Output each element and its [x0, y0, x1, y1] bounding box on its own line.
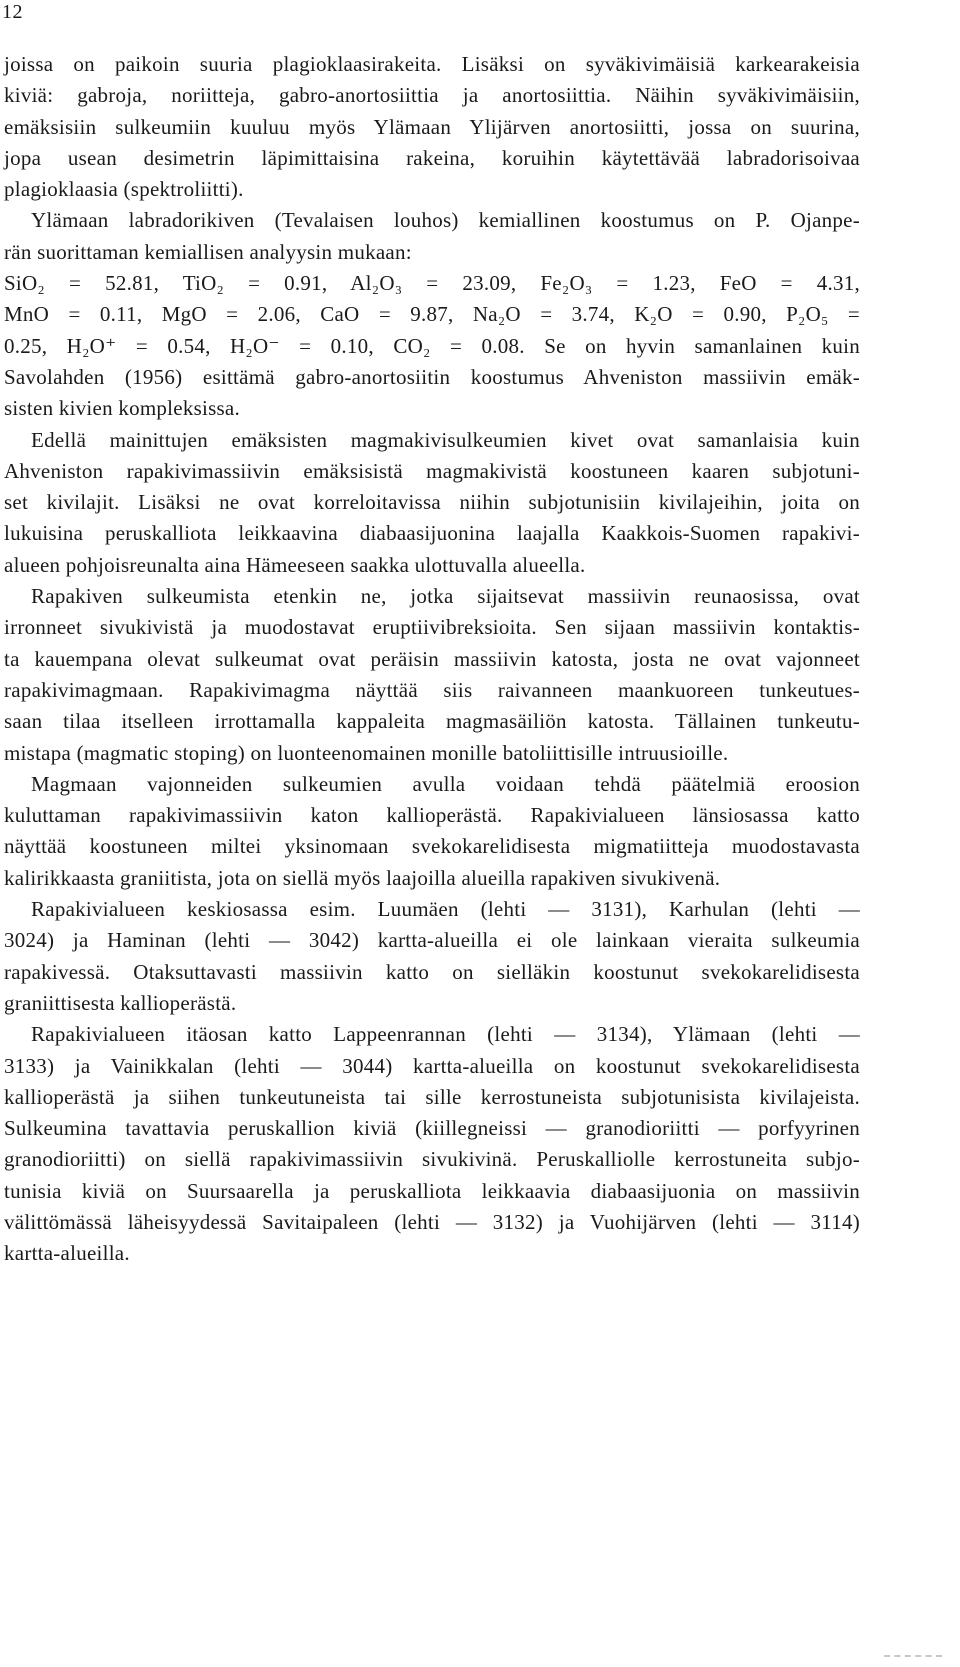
paragraph: [4, 581, 860, 769]
chemical-analysis-line: SiO₂ = 52.81, TiO₂ = 0.91, Al₂O₃ = 23.09, Fe₂O₃ = 1.23, FeO = 4.31,: [4, 271, 860, 296]
text-line: 3024) ja Haminan (lehti — 3042) kartta-alueilla ei ole lainkaan vieraita sulkeumia: [4, 928, 860, 953]
text-line: tunisia kiviä on Suursaarella ja peruskalliota leikkaavia diabaasijuonia on massiivin: [4, 1178, 860, 1203]
text-line: 3133) ja Vainikkalan (lehti — 3044) kartta-alueilla on koostunut svekokarelidisesta: [4, 1053, 860, 1078]
text-line: Savolahden (1956) esittämä gabro-anortosiitin koostumus Ahveniston massiivin emäk-: [4, 364, 860, 389]
text-line: set kivilajit. Lisäksi ne ovat korreloitavissa niihin subjotunisiin kivilajeihin, joita on: [4, 490, 860, 515]
text-line: ta kauempana olevat sulkeumat ovat peräisin massiivin katosta, josta ne ovat vajonneet: [4, 646, 860, 671]
text-line: lukuisina peruskalliota leikkaavina diabaasijuonina laajalla Kaakkois-Suomen rapakivi-: [4, 521, 860, 546]
text-line: emäksisiin sulkeumiin kuuluu myös Ylämaan Ylijärven anortosiitti, jossa on suurina,: [4, 114, 860, 139]
text-line: kuluttaman rapakivimassiivin katon kallioperästä. Rapakivialueen länsiosassa katto: [4, 803, 860, 828]
text-line: Ylämaan labradorikiven (Tevalaisen louhos) kemiallinen koostumus on P. Ojanpe-: [31, 208, 860, 233]
text-line: granodioriitti) on siellä rapakivimassiivin sivukivinä. Peruskalliolle kerrostuneita subjo-: [4, 1147, 860, 1172]
paragraph: [4, 1019, 860, 1269]
text-line: alueen pohjoisreunalta aina Hämeeseen saakka ulottuvalla alueella.: [4, 552, 586, 577]
page-number: 12: [2, 1, 23, 23]
text-line: Sulkeumina tavattavia peruskallion kiviä (kiillegneissi — granodioriitti — porfyyrinen: [4, 1116, 860, 1141]
paragraph: [4, 205, 860, 424]
text-line: Rapakivialueen keskiosassa esim. Luumäen (lehti — 3131), Karhulan (lehti —: [31, 897, 860, 922]
text-line: rapakivimagmaan. Rapakivimagma näyttää siis raivanneen maankuoreen tunkeutues-: [4, 677, 860, 702]
paragraph: [4, 894, 860, 1019]
text-line: saan tilaa itselleen irrottamalla kappaleita magmasäiliön katosta. Tällainen tunkeutu-: [4, 709, 860, 734]
text-line: Magmaan vajonneiden sulkeumien avulla voidaan tehdä päätelmiä eroosion: [31, 771, 860, 796]
text-line: sisten kivien kompleksissa.: [4, 396, 240, 421]
paragraph: [4, 425, 860, 581]
chemical-analysis-line: [4, 331, 860, 362]
text-fragment: Se on hyvin samanlainen kuin: [544, 333, 860, 358]
text-line: graniittisesta kallioperästä.: [4, 990, 237, 1015]
text-line: välittömässä läheisyydessä Savitaipaleen (lehti — 3132) ja Vuohijärven (lehti — 3114): [4, 1209, 860, 1234]
text-line: Rapakivialueen itäosan katto Lappeenrannan (lehti — 3134), Ylämaan (lehti —: [31, 1022, 860, 1047]
text-line: Edellä mainittujen emäksisten magmakivisulkeumien kivet ovat samanlaisia kuin: [31, 427, 860, 452]
text-line: kalirikkaasta graniitista, jota on siellä myös laajoilla alueilla rapakiven sivukivenä.: [4, 865, 721, 890]
chemical-analysis-text: 0.25, H₂O⁺ = 0.54, H₂O⁻ = 0.10, CO₂ = 0.08.: [4, 333, 525, 358]
text-line: kallioperästä ja siihen tunkeutuneista tai sille kerrostuneista subjotunisista kivilajeista.: [4, 1084, 860, 1109]
text-line: jopa usean desimetrin läpimittaisina rakeina, koruihin käytettävää labradorisoivaa: [4, 145, 860, 170]
scan-artifact-mark: [884, 1655, 942, 1659]
text-line: näyttää koostuneen miltei yksinomaan svekokarelidisesta migmatiitteja muodostavasta: [4, 834, 860, 859]
text-line: plagioklaasia (spektroliitti).: [4, 177, 244, 202]
chemical-analysis-line: MnO = 0.11, MgO = 2.06, CaO = 9.87, Na₂O = 3.74, K₂O = 0.90, P₂O₅ =: [4, 302, 860, 327]
text-line: mistapa (magmatic stoping) on luonteenomainen monille batoliittisille intruusioille.: [4, 740, 729, 765]
paragraph: [4, 769, 860, 894]
text-line: rapakivessä. Otaksuttavasti massiivin katto on sielläkin koostunut svekokarelidisesta: [4, 959, 860, 984]
body-text: [4, 49, 860, 1270]
text-line: rän suorittaman kemiallisen analyysin mukaan:: [4, 239, 412, 264]
text-line: irronneet sivukivistä ja muodostavat eruptiivibreksioita. Sen sijaan massiivin kontaktis-: [4, 615, 860, 640]
text-line: kiviä: gabroja, noriitteja, gabro-anortosiittia ja anortosiittia. Näihin syväkivimäisiin,: [4, 83, 860, 108]
text-line: Rapakiven sulkeumista etenkin ne, jotka sijaitsevat massiivin reunaosissa, ovat: [31, 584, 860, 609]
text-line: joissa on paikoin suuria plagioklaasirakeita. Lisäksi on syväkivimäisiä karkearakeisia: [4, 52, 860, 76]
text-line: kartta-alueilla.: [4, 1241, 130, 1266]
text-line: Ahveniston rapakivimassiivin emäksisistä magmakivistä koostuneen kaaren subjotuni-: [4, 458, 860, 483]
paragraph: [4, 49, 860, 205]
